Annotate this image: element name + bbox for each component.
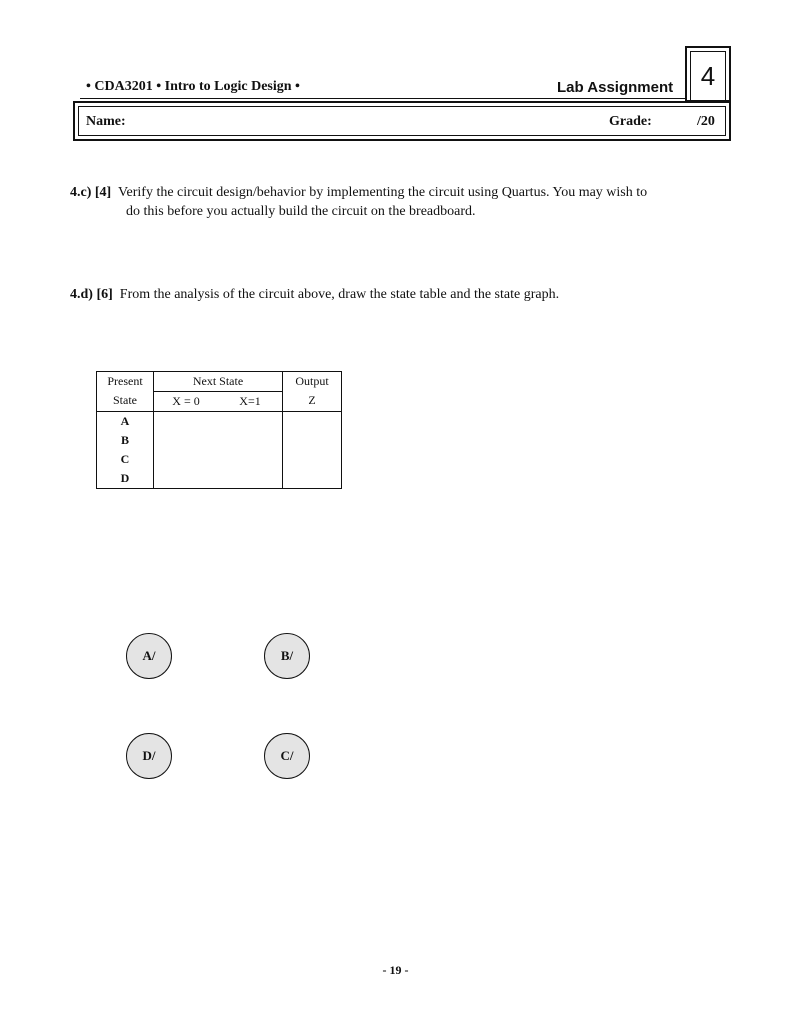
- next-state-x0: X = 0: [172, 394, 200, 408]
- question-4c: [70, 182, 730, 204]
- name-label: Name:: [86, 114, 126, 129]
- next-state-x1: X=1: [239, 394, 261, 408]
- state-node-b: B/: [264, 633, 310, 679]
- header-rule: [80, 98, 687, 99]
- state-c: C: [120, 452, 130, 466]
- state-d: D: [120, 471, 130, 485]
- next-state-blank[interactable]: [154, 412, 283, 489]
- question-number: 4.c) [4]: [70, 185, 112, 200]
- present-state-header: Present State: [97, 372, 154, 412]
- question-text: Verify the circuit design/behavior by implementing the circuit using Quartus. You may wish to: [117, 185, 648, 200]
- present-state-list: [97, 412, 154, 489]
- state-a: A: [120, 414, 130, 428]
- output-header: Output Z: [283, 372, 342, 412]
- question-4d: [70, 284, 559, 306]
- state-table: [96, 371, 342, 489]
- next-state-header: [154, 372, 283, 412]
- state-b: B: [120, 433, 129, 447]
- grade-label: Grade:: [609, 114, 652, 129]
- next-state-title: Next State: [154, 372, 282, 392]
- state-node-a: A/: [126, 633, 172, 679]
- output-blank[interactable]: [283, 412, 342, 489]
- lab-assignment-label: Lab Assignment: [557, 79, 674, 96]
- page-number: - 19 -: [382, 963, 409, 977]
- lab-number: 4: [690, 51, 726, 100]
- lab-number-box: [685, 46, 731, 102]
- question-4c-continued: do this before you actually build the circuit on the breadboard.: [126, 204, 476, 219]
- grade-total: /20: [697, 114, 715, 129]
- state-table-body-row: [97, 412, 342, 489]
- state-table-header-row: [97, 372, 342, 412]
- question-text: From the analysis of the circuit above, draw the state table and the state graph.: [119, 287, 560, 302]
- course-title: • CDA3201 • Intro to Logic Design •: [86, 79, 300, 94]
- question-number: 4.d) [6]: [70, 287, 113, 302]
- state-node-c: C/: [264, 733, 310, 779]
- state-node-d: D/: [126, 733, 172, 779]
